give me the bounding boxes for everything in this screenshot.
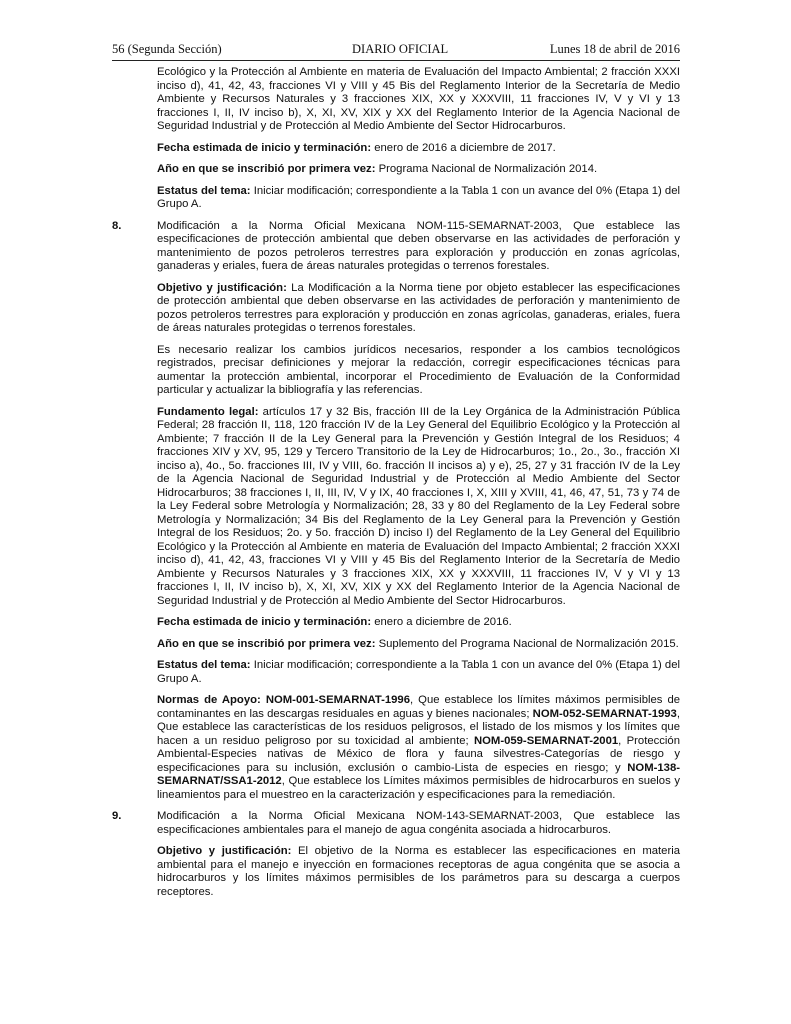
normas-label: Normas de Apoyo:: [157, 694, 261, 706]
continuation-estatus: [157, 185, 680, 212]
anio-paragraph: [157, 638, 680, 652]
anio-label: Año en que se inscribió por primera vez:: [157, 637, 376, 650]
list-item-9: [112, 810, 680, 899]
anio-value: Suplemento del Programa Nacional de Normalización 2015.: [375, 637, 679, 650]
fundamento-value: artículos 17 y 32 Bis, fracción III de la Ley Orgánica de la Administración Pública Federal; 28 fracción II, 118, 120 fracción IV de la Ley General del Equilibrio Ecológico y la Protección al Ambiente; 7 fracción II de la Ley General para la Prevención y Gestión Integral de los Residuos; 4 fracciones XIV y XV, 95, 129 y Tercero Transitorio de la Ley de Hidrocarburos; 1o., 2o., 3o., fracción XI inciso a), 4o., 5o. fracciones III, IV y VIII, 6o. fracción II incisos a) y e), 25, 27 y 31 fracción IV de la Ley de la Agencia Nacional de Seguridad Industrial y de Protección al Medio Ambiente del Sector Hidrocarburos; 38 fracciones I, II, III, IV, V y IX, 40 fracciones I, X, XIII y XVIII, 41, 46, 47, 51, 73 y 74 de la Ley Federal sobre Metrología y Normalización; 28, 33 y 80 del Reglamento de la Ley Federal sobre Metrología y Normalización; 34 Bis del Reglamento de la Ley General para la Prevención y Gestión Integral de los Residuos; 2o. y 5o. fracción D) inciso I) del Reglamento de la Ley General del Equilibrio Ecológico y la Protección al Ambiente en materia de Evaluación del Impacto Ambiental; 2 fracción XXXI inciso d), 41, 42, 43, fracciones VI y VIII y 45 Bis del Reglamento Interior de la Secretaría de Medio Ambiente y Recursos Naturales y 3 fracciones XIX, XX y XXXVIII, 11 fracciones IV, V y VI y 13 fracciones I, II, IV inciso b), X, XI, XV, XIX y XX del Reglamento Interior de la Agencia Nacional de Seguridad Industrial y de Protección al Medio Ambiente del Sector Hidrocarburos.: [157, 405, 681, 607]
objetivo-paragraph: [157, 282, 680, 336]
continuation-anio: [157, 163, 680, 177]
objetivo-paragraph: [157, 845, 680, 899]
nom-138-ref: NOM-138-SEMARNAT/SSA1-2012: [157, 761, 680, 787]
nom-052-text: , Que establece las características de los residuos peligrosos, el listado de los mismos y los límites que hacen a un residuo peligroso por su toxicidad al ambiente;: [157, 707, 680, 747]
continuation-block: [157, 66, 680, 212]
estatus-value: Iniciar modificación; correspondiente a la Tabla 1 con un avance del 0% (Etapa 1) del Grupo A.: [157, 184, 680, 210]
anio-label: Año en que se inscribió por primera vez:: [157, 163, 376, 175]
nom-059-text: , Protección Ambiental-Especies nativas de México de flora y fauna silvestres-Categorías de riesgo y especificaciones para su inclusión, exclusión o cambio-Lista de especies en riesgo; y: [157, 734, 680, 774]
continuation-paragraph: Ecológico y la Protección al Ambiente en materia de Evaluación del Impacto Ambiental; 2 fracción XXXI inciso d), 41, 42, 43, fracciones VI y VIII y 45 Bis del Reglamento Interior de la Secretaría de Medio Ambiente y Recursos Naturales y 3 fracciones XIX, XX y XXXVIII, 11 fracciones IV, V y VI y 13 fracciones I, II, IV inciso b), X, XI, XV, XIX y XX del Reglamento Interior de la Agencia Nacional de Seguridad Industrial y de Protección al Medio Ambiente del Sector Hidrocarburos.: [157, 66, 680, 132]
nom-059-ref: NOM-059-SEMARNAT-2001: [473, 734, 619, 747]
estatus-label: Estatus del tema:: [157, 184, 251, 197]
fundamento-paragraph: [157, 406, 680, 609]
estatus-paragraph: [157, 659, 680, 686]
anio-value: Programa Nacional de Normalización 2014.: [375, 163, 598, 175]
item-number: 8.: [112, 219, 122, 232]
continuation-fecha: [157, 142, 680, 156]
nom-138-text: , Que establece los Límites máximos permisibles de hidrocarburos en suelos y lineamientos para el muestreo en la caracterización y especificaciones para la remediación.: [157, 775, 680, 801]
nom-001-ref: NOM-001-SEMARNAT-1996: [265, 694, 411, 706]
fecha-value: enero de 2016 a diciembre de 2017.: [371, 141, 556, 154]
document-body: [112, 66, 680, 907]
item-title: Modificación a la Norma Oficial Mexicana NOM-115-SEMARNAT-2003, Que establece las especificaciones de protección ambiental que deben observarse en las actividades de perforación y mantenimiento de pozos petroleros terrestres para exploración y producción en zonas agrícolas, ganaderas y eriales, fuera de áreas naturales protegidas o terrenos forestales.: [157, 219, 680, 272]
estatus-label: Estatus del tema:: [157, 659, 251, 671]
objetivo-value: El objetivo de la Norma es establecer las especificaciones en materia ambiental para el manejo e inyección en formaciones receptoras de agua congénita que se asocia a hidrocarburos y los límites máximos permisibles de los parámetros para su descarga a cuerpos receptores.: [157, 845, 680, 898]
normas-paragraph: [157, 694, 680, 802]
objetivo-value: La Modificación a la Norma tiene por objeto establecer las especificaciones de protección ambiental que deben observarse en las actividades de perforación y mantenimiento de pozos petroleros terrestres para exploración y producción en zonas agrícolas, ganaderas, eriales, fuera de áreas naturales protegidas o terrenos forestales.: [157, 281, 680, 334]
fundamento-label: Fundamento legal:: [157, 405, 259, 418]
fecha-paragraph: [157, 616, 680, 630]
item-number: 9.: [112, 810, 122, 822]
fecha-label: Fecha estimada de inicio y terminación:: [157, 141, 372, 154]
necesario-paragraph: Es necesario realizar los cambios jurídicos necesarios, responder a los cambios tecnológicos registrados, precisar definiciones y mejorar la redacción, corregir especificaciones técnicas para aumentar la protección ambiental, incorporar el Procedimiento de Evaluación de la Conformidad particular y actualizar la bibliografía y las referencias.: [157, 343, 680, 396]
header-publication-title: DIARIO OFICIAL: [352, 42, 449, 56]
header-page-section: 56 (Segunda Sección): [112, 42, 222, 56]
header-rule: [112, 60, 680, 61]
nom-052-ref: NOM-052-SEMARNAT-1993: [532, 707, 677, 720]
nom-001-text: , Que establece los límites máximos permisibles de contaminantes en las descargas residuales en aguas y bienes nacionales;: [157, 694, 681, 720]
header-date: Lunes 18 de abril de 2016: [549, 42, 680, 56]
fecha-value: enero a diciembre de 2016.: [371, 616, 512, 628]
page-header: [112, 42, 680, 60]
list-item-8: [112, 220, 680, 803]
objetivo-label: Objetivo y justificación:: [157, 281, 287, 294]
objetivo-label: Objetivo y justificación:: [157, 845, 292, 857]
item-title: Modificación a la Norma Oficial Mexicana NOM-143-SEMARNAT-2003, Que establece las especificaciones ambientales para el manejo de agua congénita asociada a hidrocarburos.: [157, 810, 680, 836]
fecha-label: Fecha estimada de inicio y terminación:: [157, 616, 372, 628]
estatus-value: Iniciar modificación; correspondiente a la Tabla 1 con un avance del 0% (Etapa 1) del Grupo A.: [157, 659, 680, 685]
